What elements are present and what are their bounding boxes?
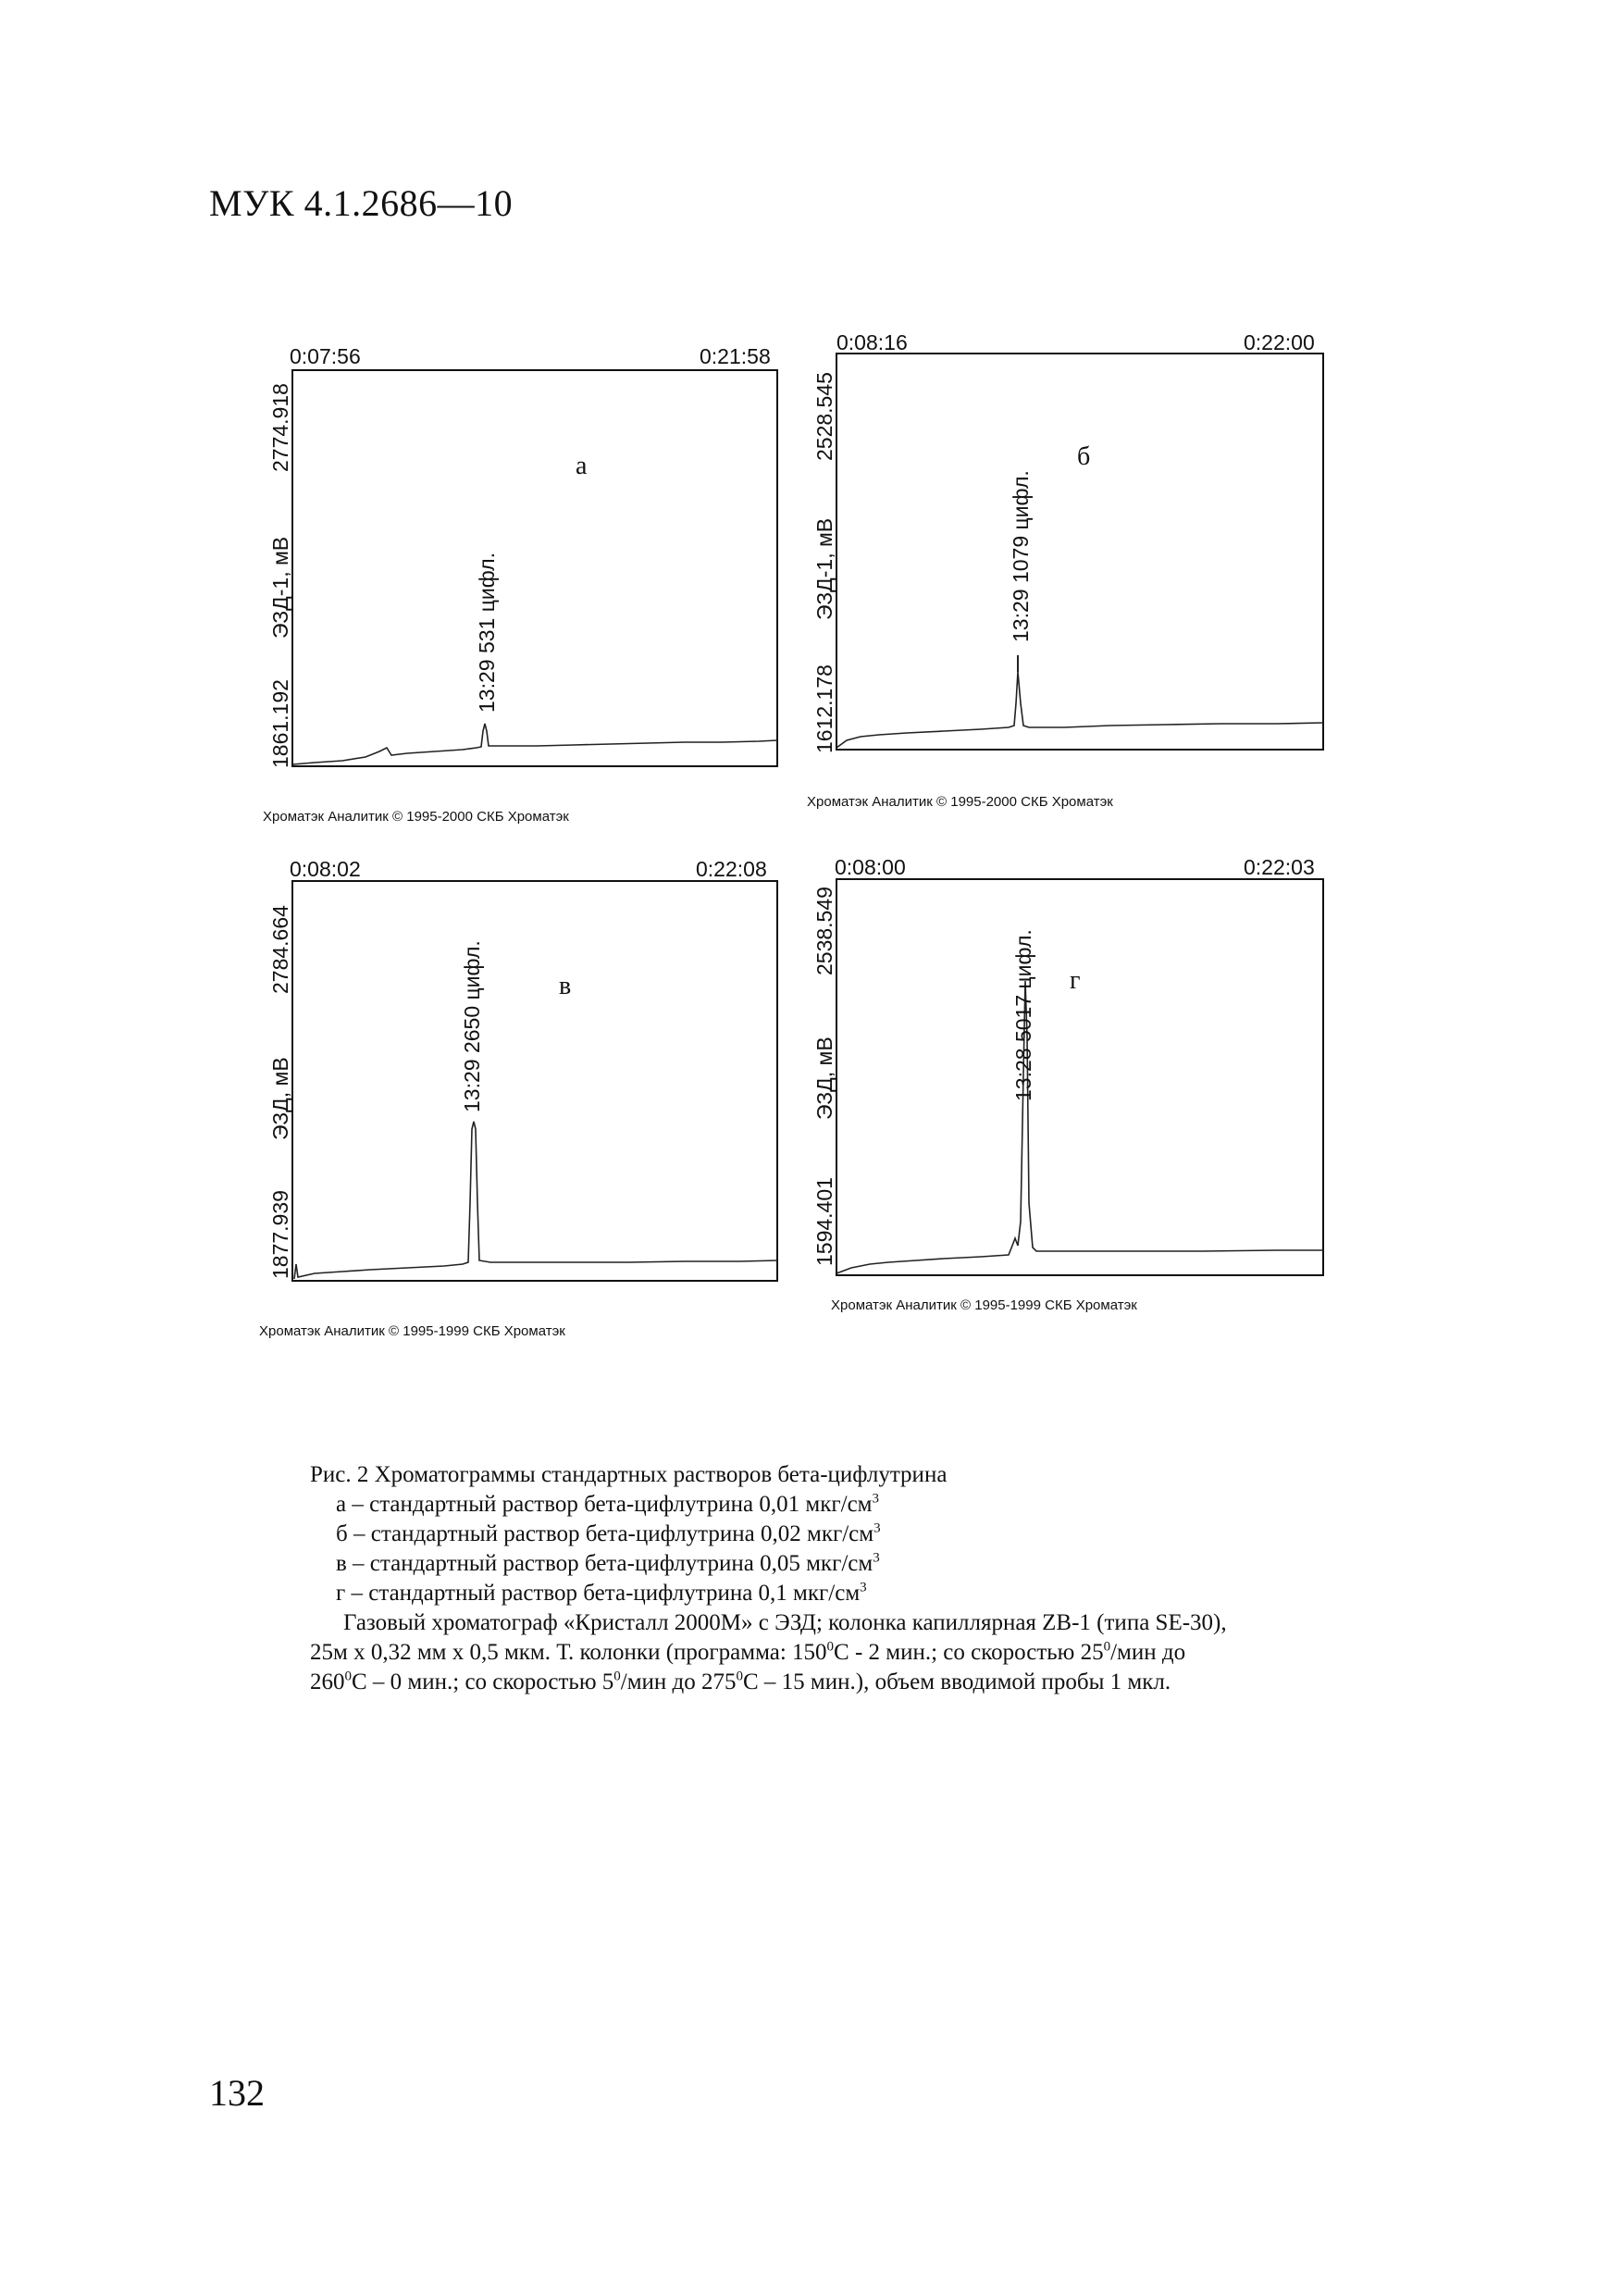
document-header: МУК 4.1.2686—10 bbox=[209, 182, 514, 224]
caption-title: Рис. 2 Хроматограммы стандартных растворов бета-цифлутрина bbox=[310, 1462, 948, 1487]
software-footer: Хроматэк Аналитик © 1995-2000 СКБ Хроматэк bbox=[263, 809, 569, 825]
y-axis-bottom: 1612.178 bbox=[812, 664, 836, 753]
time-end: 0:22:00 bbox=[1244, 330, 1315, 354]
y-axis-unit: ЭЗД, мВ bbox=[268, 1057, 292, 1140]
time-end: 0:22:03 bbox=[1244, 855, 1315, 879]
y-axis-unit: ЭЗД, мВ bbox=[812, 1036, 836, 1120]
time-end: 0:21:58 bbox=[700, 344, 771, 368]
caption-item: б – стандартный раствор бета-цифлутрина 0,02 мкг/$см^3$ bbox=[336, 1520, 881, 1546]
peak-label: 13:29 531 цифл. bbox=[475, 552, 499, 713]
software-footer: Хроматэк Аналитик © 1995-1999 СКБ Хроматэк bbox=[259, 1323, 565, 1339]
panel-letter: б bbox=[1077, 442, 1091, 471]
caption-conditions-line1: Газовый хроматограф «Кристалл 2000М» с ЭЗД; колонка капиллярная ZB-1 (типа SE-30), bbox=[343, 1610, 1227, 1635]
y-axis-top: 2528.545 bbox=[812, 372, 836, 461]
time-start: 0:07:56 bbox=[290, 344, 361, 368]
caption-conditions-line2: 25м х 0,32 мм х 0,5 мкм. Т. колонки (программа: $150^0С - 2$ мин.; со скоростью $25^0$/мин до bbox=[310, 1639, 1186, 1665]
peak-label: 13:28 5017 цифл. bbox=[1011, 929, 1035, 1101]
time-start: 0:08:16 bbox=[836, 330, 908, 354]
time-end: 0:22:08 bbox=[696, 857, 767, 881]
caption-conditions-line3: $260^0С - 0$ мин.; со скоростью $5^0$/мин до $275^0С - 15$ мин.), объем вводимой пробы 1 мкл. bbox=[310, 1669, 1171, 1694]
time-start: 0:08:00 bbox=[835, 855, 906, 879]
peak-label: 13:29 2650 цифл. bbox=[460, 940, 484, 1112]
caption-item: в – стандартный раствор бета-цифлутрина 0,05 мкг/$см^3$ bbox=[336, 1550, 880, 1576]
panel-letter: г bbox=[1070, 966, 1081, 995]
y-axis-top: 2774.918 bbox=[268, 383, 292, 472]
software-footer: Хроматэк Аналитик © 1995-1999 СКБ Хроматэк bbox=[831, 1297, 1137, 1313]
y-axis-bottom: 1877.939 bbox=[268, 1190, 292, 1279]
y-axis-top: 2538.549 bbox=[812, 887, 836, 975]
y-axis-unit: ЭЗД-1, мВ bbox=[268, 536, 292, 639]
y-axis-bottom: 1594.401 bbox=[812, 1177, 836, 1266]
figure-caption bbox=[310, 1460, 1328, 1697]
caption-item: а – стандартный раствор бета-цифлутрина 0,01 мкг/$см^3$ bbox=[336, 1491, 879, 1517]
software-footer: Хроматэк Аналитик © 1995-2000 СКБ Хроматэк bbox=[807, 794, 1113, 810]
caption-item: г – стандартный раствор бета-цифлутрина 0,1 мкг/$см^3$ bbox=[336, 1580, 867, 1606]
panel-letter: в bbox=[559, 972, 572, 1000]
y-axis-top: 2784.664 bbox=[268, 905, 292, 994]
peak-label: 13:29 1079 цифл. bbox=[1009, 470, 1033, 642]
page-number: 132 bbox=[209, 2072, 265, 2114]
y-axis-bottom: 1861.192 bbox=[268, 679, 292, 768]
y-axis-unit: ЭЗД-1, мВ bbox=[812, 517, 836, 620]
time-start: 0:08:02 bbox=[290, 857, 361, 881]
panel-letter: а bbox=[576, 452, 588, 480]
